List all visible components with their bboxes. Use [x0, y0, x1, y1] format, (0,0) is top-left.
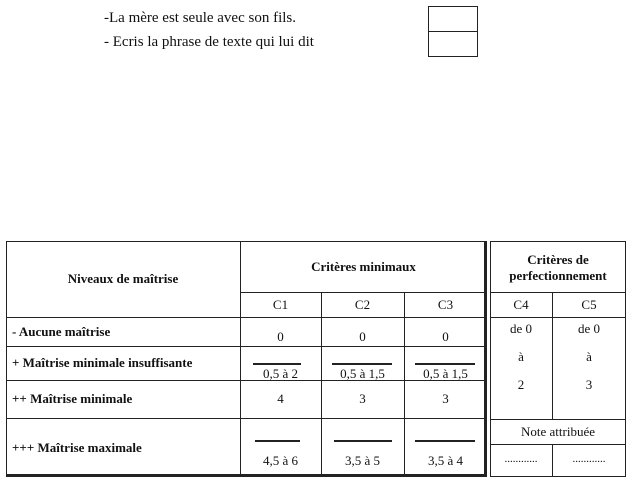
cell-r1-c1: 0 — [277, 328, 284, 344]
header-levels: Niveaux de maîtrise — [67, 271, 179, 286]
row-label-maximal: +++ Maîtrise maximale — [12, 439, 142, 455]
c5-max: 3 — [585, 377, 593, 392]
header-perfection-criteria: Critères de perfectionnement — [509, 251, 607, 283]
cell-r4-c3: 3,5 à 4 — [427, 453, 464, 468]
cell-r3-c3: 3 — [442, 391, 449, 406]
note-blank-c4[interactable]: ............ — [504, 453, 538, 465]
c4-max: 2 — [517, 377, 525, 392]
column-c2: C2 — [354, 296, 371, 312]
answer-box-1[interactable] — [428, 6, 478, 32]
cell-r2-c2: 0,5 à 1,5 — [340, 366, 385, 381]
column-c3: C3 — [437, 296, 454, 312]
c5-from: de 0 — [577, 321, 601, 336]
cell-r2-c1: 0,5 à 2 — [262, 366, 299, 381]
cell-r1-c2: 0 — [359, 328, 366, 344]
cell-r2-c3: 0,5 à 1,5 — [423, 366, 468, 381]
cell-r4-c2: 3,5 à 5 — [344, 453, 381, 468]
header-minimal-criteria: Critères minimaux — [311, 258, 416, 274]
cell-r4-c1: 4,5 à 6 — [262, 453, 299, 468]
row-label-insufficient: + Maîtrise minimale insuffisante — [12, 355, 193, 370]
row-label-minimal: ++ Maîtrise minimale — [12, 391, 133, 406]
note-blank-c5[interactable]: ............ — [572, 453, 606, 465]
column-c5: C5 — [581, 296, 597, 312]
row-label-no-mastery: - Aucune maîtrise — [12, 323, 111, 339]
note-label: Note attribuée — [521, 424, 595, 439]
c4-from: de 0 — [509, 321, 533, 336]
cell-r3-c2: 3 — [359, 391, 366, 406]
instruction-line-2: - Ecris la phrase de texte qui lui dit — [104, 34, 314, 50]
column-c4: C4 — [513, 296, 529, 312]
instruction-line-1: -La mère est seule avec son fils. — [104, 10, 297, 26]
c4-to-word: à — [518, 349, 524, 364]
column-c1: C1 — [272, 296, 289, 312]
answer-box-2[interactable] — [428, 31, 478, 57]
cell-r3-c1: 4 — [277, 391, 284, 406]
c5-to-word: à — [586, 349, 592, 364]
cell-r1-c3: 0 — [442, 328, 449, 344]
